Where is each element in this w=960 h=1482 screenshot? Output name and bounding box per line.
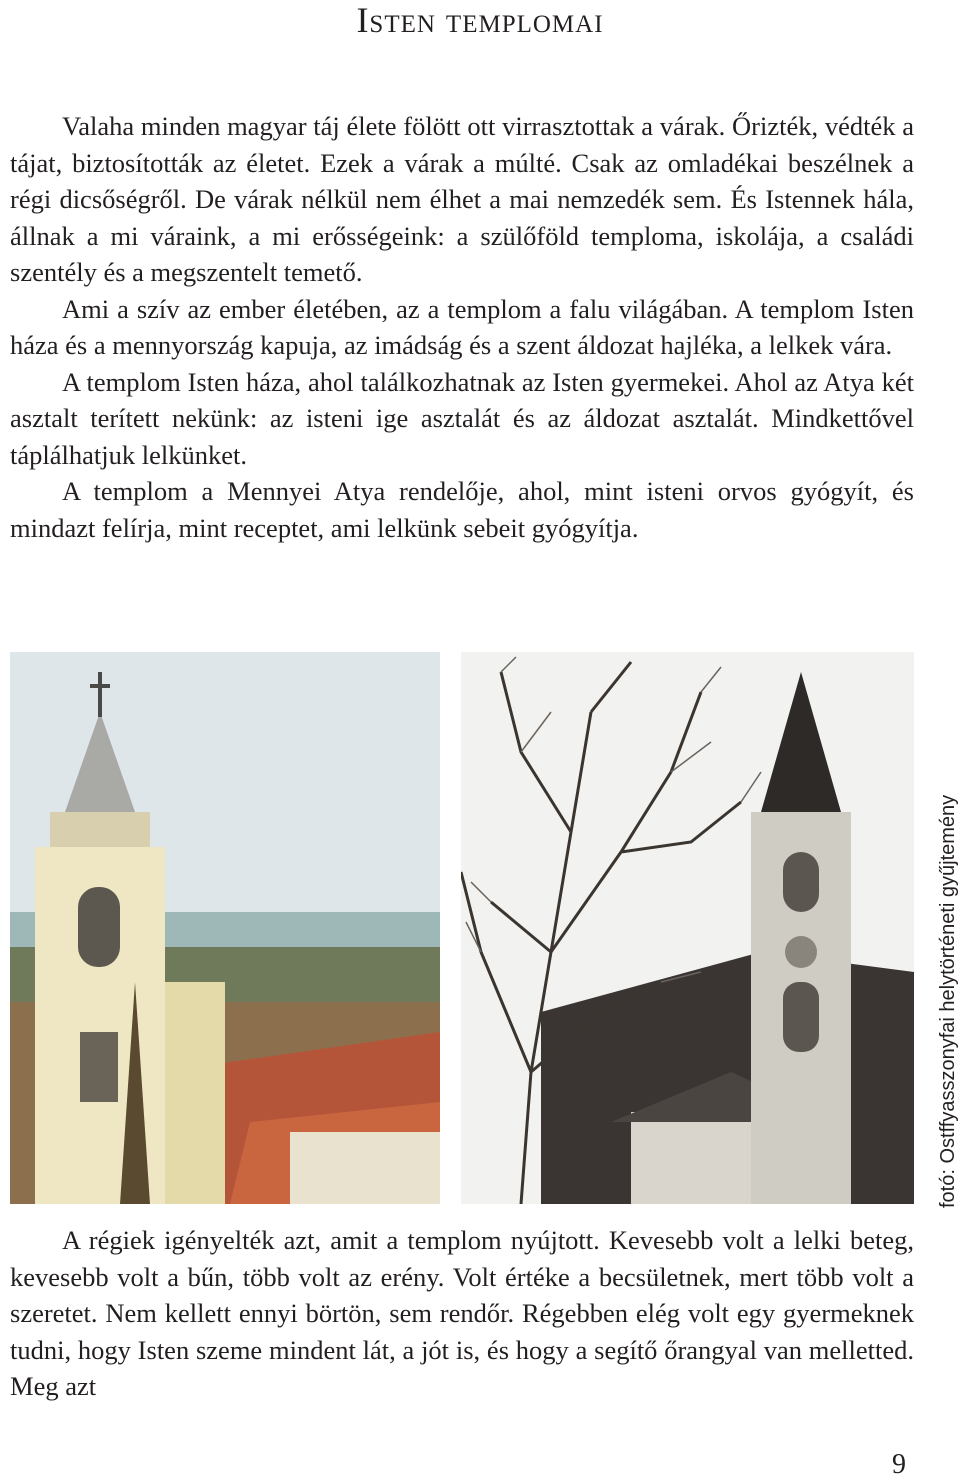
paragraph: A templom Isten háza, ahol találkozhatnak az Isten gyermekei. Ahol az Atya két asztalt terített nekünk: az isteni ige asztalát és az áldozat asztalát. Mindkettővel táplálhatjuk lelkünket. — [10, 366, 914, 470]
page-title: Isten templomai — [356, 0, 604, 40]
paragraph: A templom a Mennyei Atya rendelője, ahol, mint isteni orvos gyógyít, és mindazt felírja, mint receptet, ami lelkünk sebeit gyógyítja. — [10, 476, 914, 543]
body-text-bottom — [10, 1222, 914, 1405]
church-photo-left — [10, 652, 440, 1204]
photo-credit: fotó: Ostffyasszonyfai helytörténeti gyűjtemény — [937, 794, 959, 1208]
page-number: 9 — [892, 1449, 906, 1480]
body-text-top — [10, 108, 914, 546]
paragraph: A régiek igényelték azt, amit a templom nyújtott. Kevesebb volt a lelki beteg, kevesebb volt a bűn, több volt az erény. Volt értéke a becsületnek, mert több volt a szeretet. Nem kellett ennyi börtön, sem rendőr. Régebben elég volt egy gyermeknek tudni, hogy Isten szeme mindent lát, a jót is, és hogy a segítő őrangyal van melletted. Meg azt — [10, 1225, 914, 1401]
paragraph: Ami a szív az ember életében, az a templom a falu világában. A templom Isten háza és a mennyország kapuja, az imádság és a szent áldozat hajléka, a lelkek vára. — [10, 293, 914, 360]
church-photo-right — [461, 652, 914, 1204]
paragraph: Valaha minden magyar táj élete fölött ott virrasztottak a várak. Őrizték, védték a tájat, biztosították az életet. Ezek a várak a múlté. Csak az omladékai beszélnek a régi dicsőségről. De várak nélkül nem élhet a mai nemzedék sem. És Istennek hála, állnak a mi váraink, a mi erősségeink: a szülőföld temploma, iskolája, a családi szentély és a megszentelt temető. — [10, 111, 914, 287]
